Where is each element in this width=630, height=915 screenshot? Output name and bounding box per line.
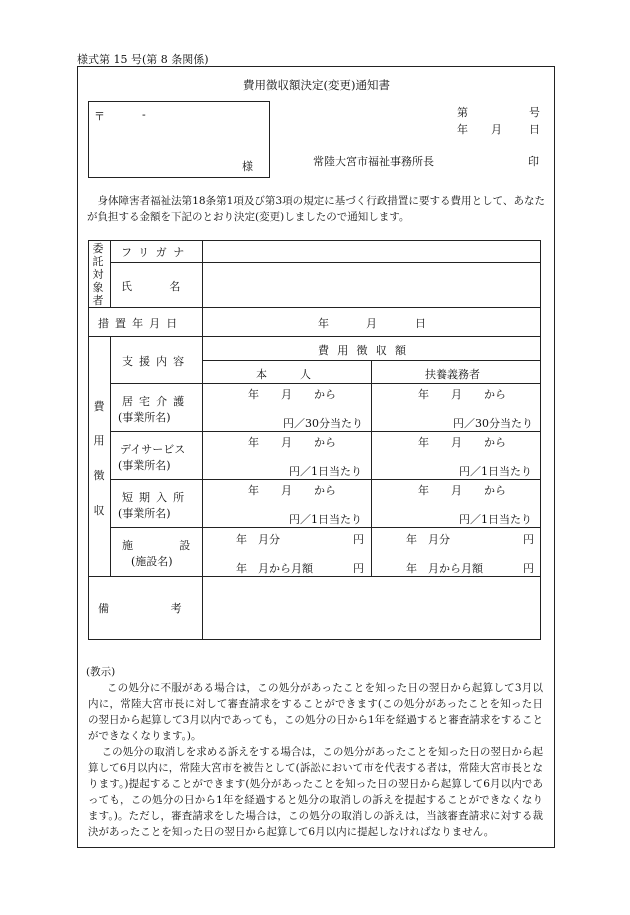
self-header: 本人	[256, 368, 344, 381]
row-day-service-self-top: 年 月 から	[248, 436, 336, 449]
facility-sup-month: 年 月分	[406, 533, 450, 546]
row-home-care-sup-top: 年 月 から	[418, 388, 506, 401]
supporter-header: 扶養義務者	[425, 368, 480, 381]
row-short-stay-label: 短期入所	[122, 491, 191, 504]
remarks-label: 備考	[98, 602, 244, 615]
notice-heading: (教示)	[86, 666, 116, 678]
row-day-service-sup-bottom: 円／1日当たり	[459, 465, 532, 478]
row-home-care-self-top: 年 月 から	[248, 388, 336, 401]
facility-sup-monthly: 年 月から月額	[406, 562, 483, 575]
doc-number-suffix: 号	[529, 106, 540, 119]
row-short-stay-self-bottom: 円／1日当たり	[289, 513, 362, 526]
measure-day: 日	[415, 317, 426, 330]
date-month: 月	[491, 123, 502, 136]
furigana-label: フリガナ	[121, 246, 191, 259]
row-short-stay-sup-top: 年 月 から	[418, 484, 506, 497]
subject-label-text: 委託対象者	[92, 242, 104, 307]
facility-self-month: 年 月分	[236, 533, 280, 546]
row-day-service-self-bottom: 円／1日当たり	[289, 465, 362, 478]
row-home-care-self-bottom: 円／30分当たり	[283, 417, 363, 430]
fee-amount-header: 費用徴収額	[318, 344, 415, 357]
notice-paragraph-2: この処分の取消しを求める訴えをする場合は，この処分があったことを知った日の翌日から起算して6月以内に，常陸大宮市を被告として(訴訟において市を代表する者は，常陸大宮市長となります。)提起することができます(処分があったことを知った日の翌日から起算して6月以内であっても，この処分の日から1年を経過すると処分の取消しの訴えを提起することができなくなります。)。ただし，審査請求をした場合は，この処分の取消しの訴えは，当該審査請求に対する裁決があったことを知った日の翌日から起算して6月以内に提起しなければなりません。	[88, 746, 543, 838]
date-day: 日	[529, 123, 540, 136]
row-day-service-label: デイサービス	[120, 443, 186, 456]
fee-vertical-4: 収	[93, 504, 105, 517]
facility-sup-yen-bottom: 円	[523, 562, 534, 575]
facility-self-yen-top: 円	[353, 533, 364, 546]
form-number: 様式第 15 号(第 8 条関係)	[77, 53, 209, 66]
facility-self-yen-bottom: 円	[353, 562, 364, 575]
fee-vertical-2: 用	[93, 434, 105, 447]
row-short-stay-sub: (事業所名)	[118, 507, 171, 520]
honorific-sama: 様	[242, 160, 253, 173]
row-home-care-sub: (事業所名)	[118, 411, 171, 424]
seal-mark: 印	[528, 155, 539, 168]
measure-month: 月	[366, 317, 377, 330]
row-day-service-sub: (事業所名)	[118, 459, 171, 472]
document-title: 費用徴収額決定(変更)通知書	[243, 78, 390, 92]
measure-year: 年	[318, 317, 329, 330]
postal-mark: 〒	[94, 110, 105, 123]
row-facility-sub: (施設名)	[131, 555, 173, 568]
row-home-care-label: 居宅介護	[122, 395, 191, 408]
notice-paragraph-1: この処分に不服がある場合は，この処分があったことを知った日の翌日から起算して3月以内に，常陸大宮市長に対して審査請求をすることができます(この処分があったことを知った日の翌日から起算して3月以内であっても，この処分の日から1年を経過すると審査請求をすることができなくなります。)。	[88, 682, 543, 742]
fee-vertical-1: 費	[93, 400, 105, 413]
date-year: 年	[457, 123, 468, 136]
measure-date-label: 措置年月日	[98, 317, 184, 330]
row-facility-label: 施設	[122, 539, 237, 552]
postal-separator: -	[142, 108, 146, 121]
facility-sup-yen-top: 円	[523, 533, 534, 546]
support-content-label: 支援内容	[122, 355, 191, 368]
row-short-stay-sup-bottom: 円／1日当たり	[459, 513, 532, 526]
fee-vertical-3: 徴	[93, 469, 105, 482]
name-label: 氏名	[121, 280, 218, 293]
doc-number-prefix: 第	[457, 106, 468, 119]
facility-self-monthly: 年 月から月額	[236, 562, 313, 575]
subject-label-vertical	[92, 242, 106, 307]
row-short-stay-self-top: 年 月 から	[248, 484, 336, 497]
row-home-care-sup-bottom: 円／30分当たり	[453, 417, 533, 430]
row-day-service-sup-top: 年 月 から	[418, 436, 506, 449]
issuer-name: 常陸大宮市福祉事務所長	[313, 155, 434, 168]
intro-text: 身体障害者福祉法第18条第1項及び第3項の規定に基づく行政措置に要する費用として、あなたが負担する金額を下記のとおり決定(変更)しましたので通知します。	[87, 195, 545, 223]
